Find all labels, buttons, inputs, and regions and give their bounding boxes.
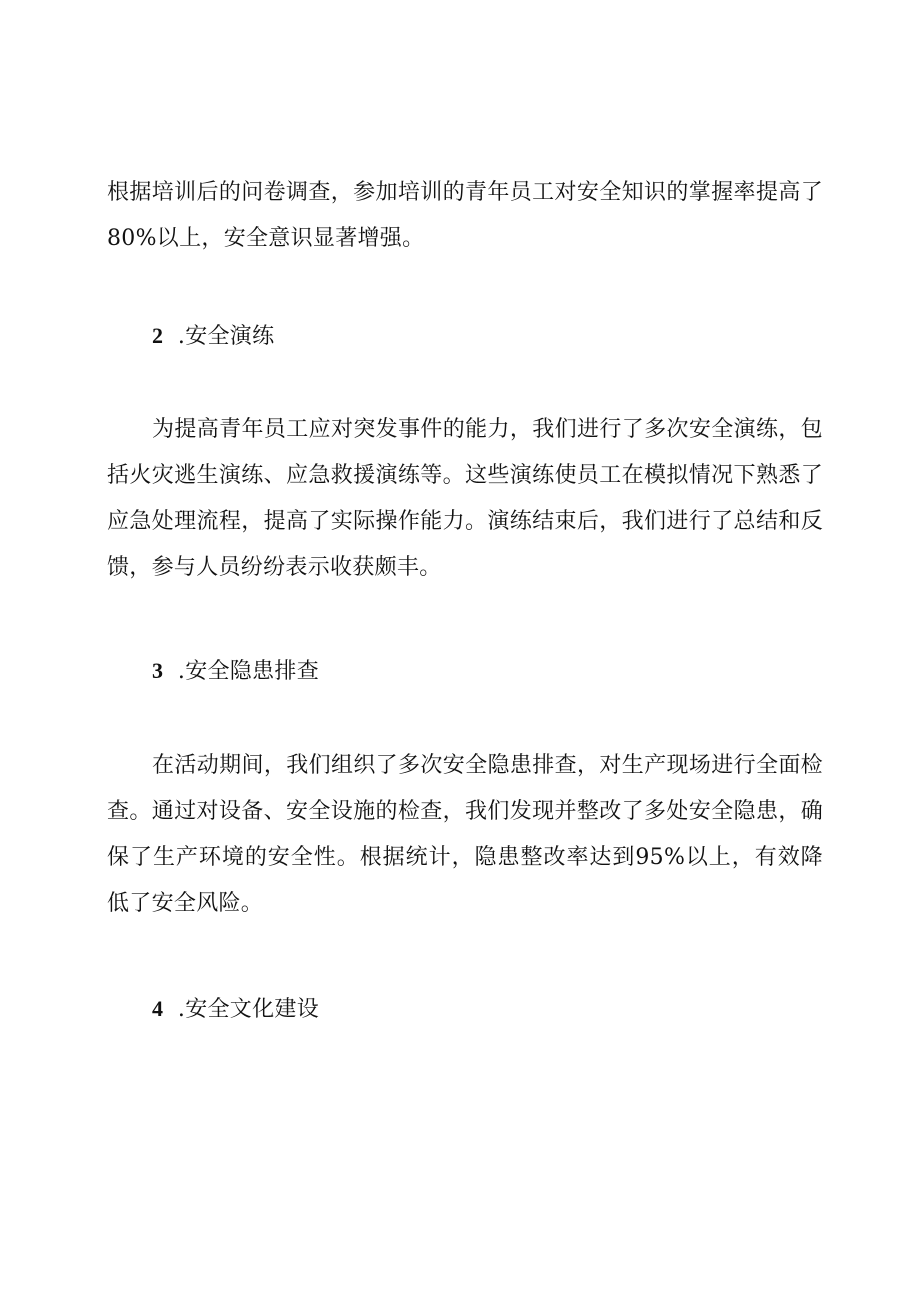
paragraph-hazard-inspection: 在活动期间，我们组织了多次安全隐患排查，对生产现场进行全面检查。通过对设备、安全设施的检查，我们发现并整改了多处安全隐患，确保了生产环境的安全性。根据统计，隐患整改率达到95%以上，有效降低了安全风险。 bbox=[107, 753, 823, 916]
section-title: .安全演练 bbox=[177, 324, 275, 349]
section-number: 3 bbox=[152, 658, 164, 683]
section-heading-hazard-inspection bbox=[152, 656, 319, 687]
section-heading-safety-drill bbox=[152, 321, 274, 352]
section-title: .安全隐患排查 bbox=[177, 659, 319, 684]
paragraph-training-survey: 根据培训后的问卷调查，参加培训的青年员工对安全知识的掌握率提高了80%以上，安全意识显著增强。 bbox=[107, 180, 823, 251]
section-title: .安全文化建设 bbox=[177, 997, 319, 1022]
section-number: 4 bbox=[152, 996, 164, 1021]
section-number: 2 bbox=[152, 323, 164, 348]
section-heading-safety-culture bbox=[152, 994, 319, 1025]
paragraph-safety-drill: 为提高青年员工应对突发事件的能力，我们进行了多次安全演练，包括火灾逃生演练、应急救援演练等。这些演练使员工在模拟情况下熟悉了应急处理流程，提高了实际操作能力。演练结束后，我们进行了总结和反馈，参与人员纷纷表示收获颇丰。 bbox=[107, 417, 823, 580]
